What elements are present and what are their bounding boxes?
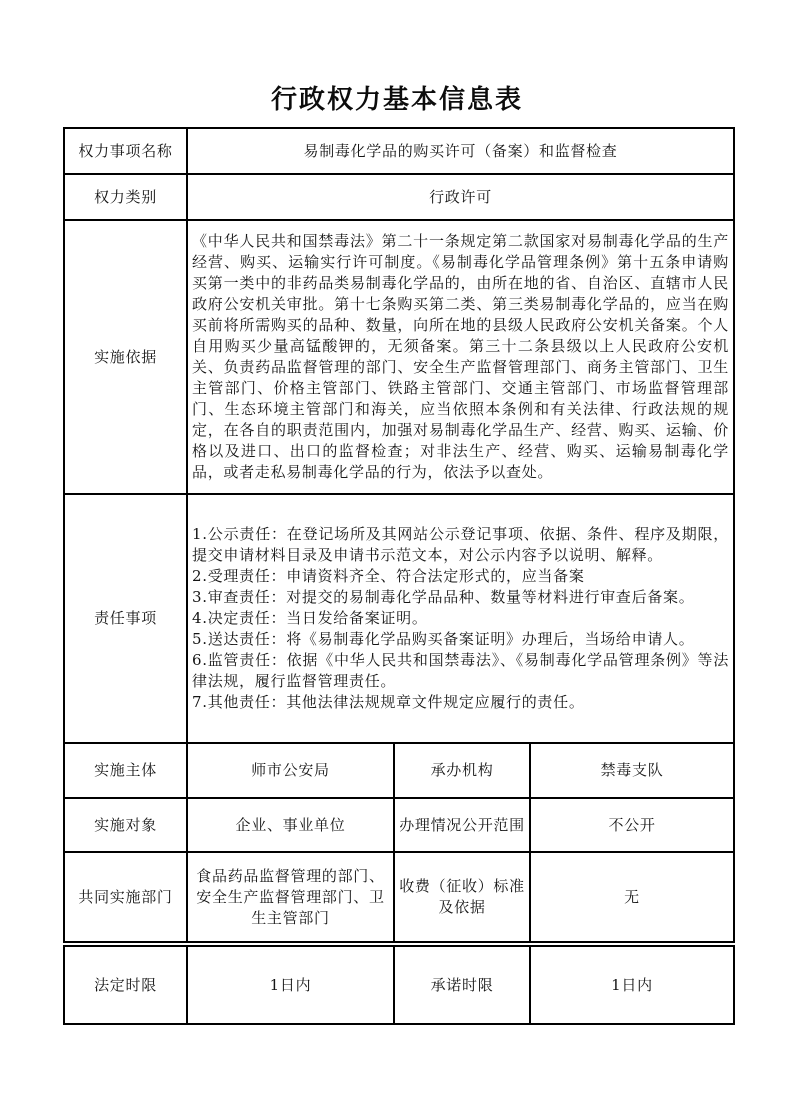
- duty-item: 2.受理责任：申请资料齐全、符合法定形式的，应当备案: [192, 567, 585, 585]
- page-title: 行政权力基本信息表: [270, 85, 523, 115]
- row-value: 行政许可: [187, 174, 734, 220]
- table-row-power-category: [64, 174, 734, 220]
- row-label: 承诺时限: [394, 944, 530, 1024]
- duty-item: 4.决定责任：当日发给备案证明。: [192, 609, 428, 627]
- row-label: 收费（征收）标准及依据: [394, 852, 530, 944]
- row-value: 企业、事业单位: [187, 798, 394, 852]
- row-label: 办理情况公开范围: [394, 798, 530, 852]
- row-value: 易制毒化学品的购买许可（备案）和监督检查: [187, 128, 734, 174]
- row-label: 实施依据: [64, 220, 187, 494]
- row-label: 承办机构: [394, 743, 530, 798]
- row-label: 法定时限: [64, 944, 187, 1024]
- table-row-joint-departments: [64, 852, 734, 944]
- duty-item: 7.其他责任：其他法律法规规章文件规定应履行的责任。: [192, 693, 585, 711]
- table-row-time-limits: [64, 944, 734, 1024]
- row-label: 权力事项名称: [64, 128, 187, 174]
- row-value: 无: [530, 852, 734, 944]
- table-row-power-name: [64, 128, 734, 174]
- row-label: 共同实施部门: [64, 852, 187, 944]
- row-value: 食品药品监督管理的部门、安全生产监督管理部门、卫生主管部门: [187, 852, 394, 944]
- row-label: 权力类别: [64, 174, 187, 220]
- row-value: 不公开: [530, 798, 734, 852]
- row-value: 《中华人民共和国禁毒法》第二十一条规定第二款国家对易制毒化学品的生产经营、购买、运输实行许可制度。《易制毒化学品管理条例》第十五条申请购买第一类中的非药品类易制毒化学品的，由所在地的省、自治区、直辖市人民政府公安机关审批。第十七条购买第二类、第三类易制毒化学品的，应当在购买前将所需购买的品种、数量，向所在地的县级人民政府公安机关备案。个人自用购买少量高锰酸钾的，无须备案。第三十二条县级以上人民政府公安机关、负责药品监督管理的部门、安全生产监督管理部门、商务主管部门、卫生主管部门、价格主管部门、铁路主管部门、交通主管部门、市场监督管理部门、生态环境主管部门和海关，应当依照本条例和有关法律、行政法规的规定，在各自的职责范围内，加强对易制毒化学品生产、经营、购买、运输、价格以及进口、出口的监督检查；对非法生产、经营、购买、运输易制毒化学品，或者走私易制毒化学品的行为，依法予以查处。: [187, 220, 734, 494]
- row-label: 责任事项: [64, 494, 187, 743]
- row-value: 1日内: [187, 944, 394, 1024]
- duty-item: 6.监管责任：依据《中华人民共和国禁毒法》、《易制毒化学品管理条例》等法律法规，履行监督管理责任。: [192, 651, 730, 690]
- table-row-implementation-target: [64, 798, 734, 852]
- table-row-legal-basis: [64, 220, 734, 494]
- row-value: 师市公安局: [187, 743, 394, 798]
- row-value: 1日内: [530, 944, 734, 1024]
- duty-item: 5.送达责任：将《易制毒化学品购买备案证明》办理后，当场给申请人。: [192, 630, 695, 648]
- info-table: [63, 127, 735, 1025]
- row-label: 实施主体: [64, 743, 187, 798]
- table-row-responsibilities: [64, 494, 734, 743]
- table-row-implementing-body: [64, 743, 734, 798]
- duty-item: 3.审查责任：对提交的易制毒化学品品种、数量等材料进行审查后备案。: [192, 588, 695, 606]
- duty-item: 1.公示责任：在登记场所及其网站公示登记事项、依据、条件、程序及期限，提交申请材料目录及申请书示范文本，对公示内容予以说明、解释。: [192, 525, 730, 564]
- row-value: 禁毒支队: [530, 743, 734, 798]
- row-label: 实施对象: [64, 798, 187, 852]
- row-value: [187, 494, 734, 743]
